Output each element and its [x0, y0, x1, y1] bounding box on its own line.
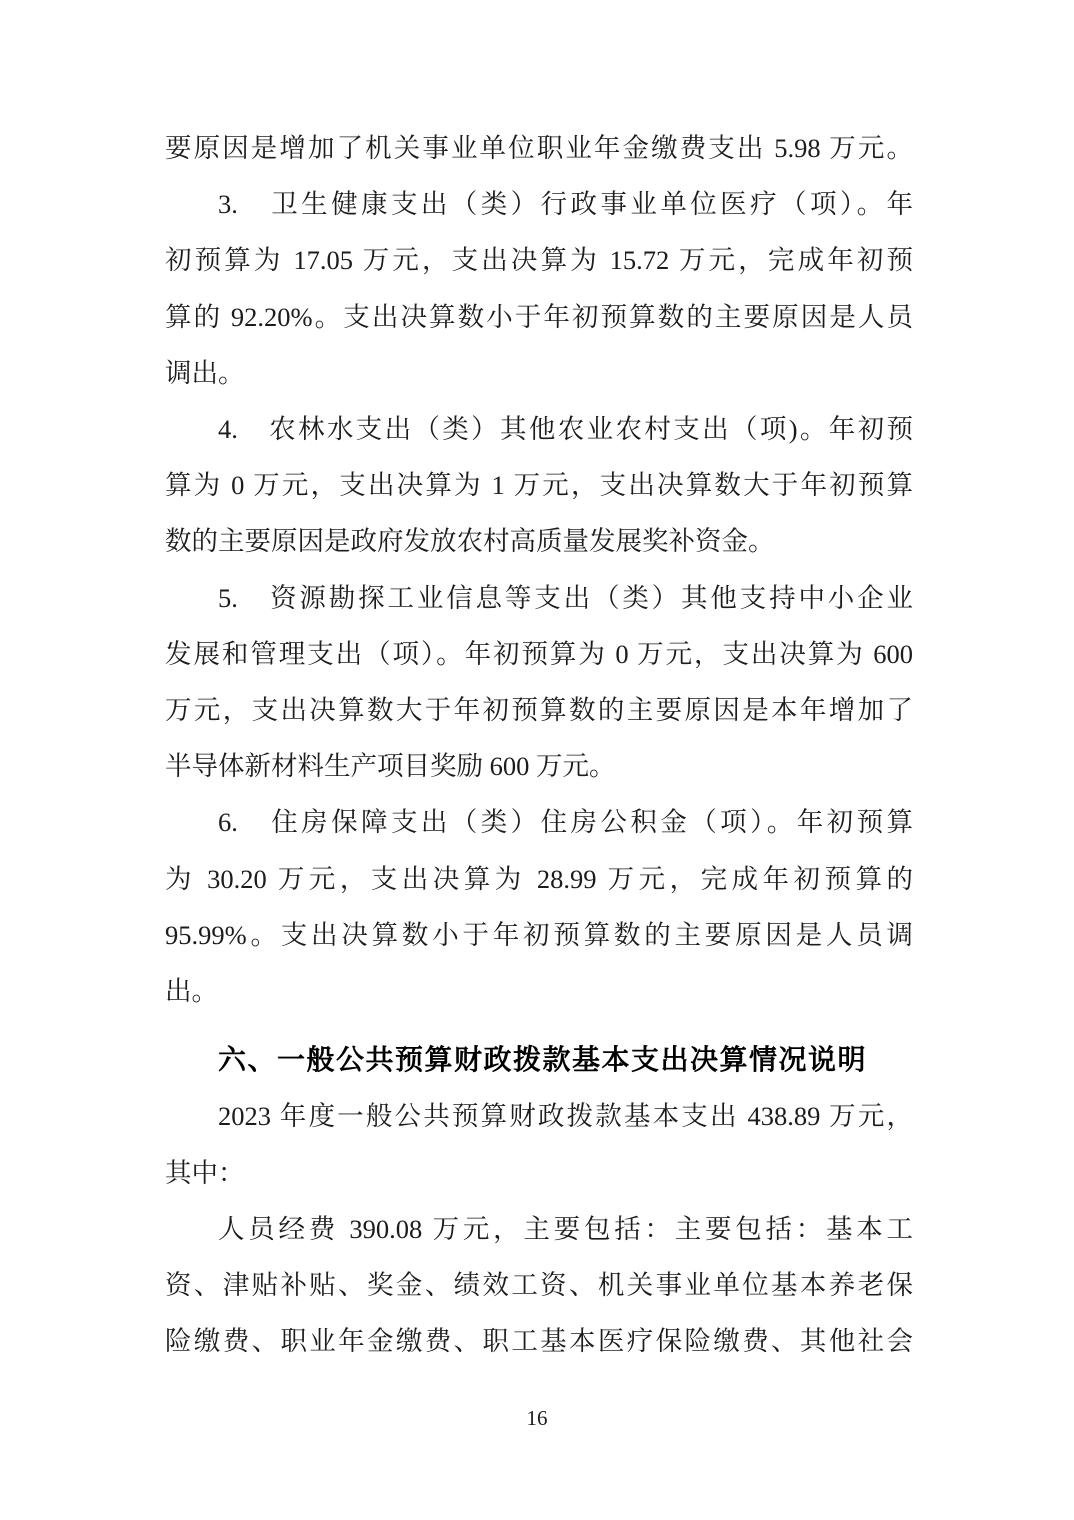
text-line: 出。: [165, 976, 218, 1007]
paragraph-continuation: [165, 120, 913, 176]
text-line: 险缴费、职业年金缴费、职工基本医疗保险缴费、其他社会: [165, 1326, 913, 1357]
paragraph-personnel-expenses: [165, 1201, 913, 1370]
text-line: 其中：: [165, 1157, 245, 1188]
section-heading: 六、一般公共预算财政拨款基本支出决算情况说明: [218, 1044, 868, 1076]
page-footer: [0, 1406, 1074, 1430]
text-line: 算的 92.20%。支出决算数小于年初预算数的主要原因是人员: [165, 301, 913, 332]
text-line: 2023 年度一般公共预算财政拨款基本支出 438.89 万元，: [218, 1101, 913, 1132]
paragraph-item-3: [165, 176, 913, 401]
paragraph-item-4: [165, 401, 913, 570]
text-line: 95.99%。支出决算数小于年初预算数的主要原因是人员调: [165, 919, 913, 950]
text-line: 为 30.20 万元，支出决算为 28.99 万元，完成年初预算的: [165, 863, 913, 894]
text-line: 万元，支出决算数大于年初预算数的主要原因是本年增加了: [165, 695, 913, 726]
paragraph-basic-expenditure: [165, 1088, 913, 1200]
paragraph-item-6: [165, 794, 913, 1019]
text-line: 调出。: [165, 357, 245, 388]
text-line: 半导体新材料生产项目奖励 600 万元。: [165, 751, 616, 782]
text-line: 人员经费 390.08 万元，主要包括：主要包括：基本工: [218, 1213, 913, 1244]
text-line: 算为 0 万元，支出决算为 1 万元，支出决算数大于年初预算: [165, 470, 913, 501]
document-body: [165, 120, 913, 1369]
text-line: 发展和管理支出（项）。年初预算为 0 万元，支出决算为 600: [165, 638, 913, 669]
text-line: 数的主要原因是政府发放农村高质量发展奖补资金。: [165, 526, 775, 557]
text-line: 资、津贴补贴、奖金、绩效工资、机关事业单位基本养老保: [165, 1270, 913, 1301]
page-number: 16: [526, 1406, 548, 1430]
text-line: 初预算为 17.05 万元，支出决算为 15.72 万元，完成年初预: [165, 245, 913, 276]
text-line: 4. 农林水支出（类）其他农业农村支出（项)。年初预: [218, 414, 913, 445]
text-line: 6. 住房保障支出（类）住房公积金（项）。年初预算: [218, 807, 913, 838]
text-line: 要原因是增加了机关事业单位职业年金缴费支出 5.98 万元。: [165, 133, 913, 163]
text-line: 3. 卫生健康支出（类）行政事业单位医疗（项）。年: [218, 189, 913, 220]
text-line: 5. 资源勘探工业信息等支出（类）其他支持中小企业: [218, 582, 913, 613]
paragraph-item-5: [165, 570, 913, 795]
